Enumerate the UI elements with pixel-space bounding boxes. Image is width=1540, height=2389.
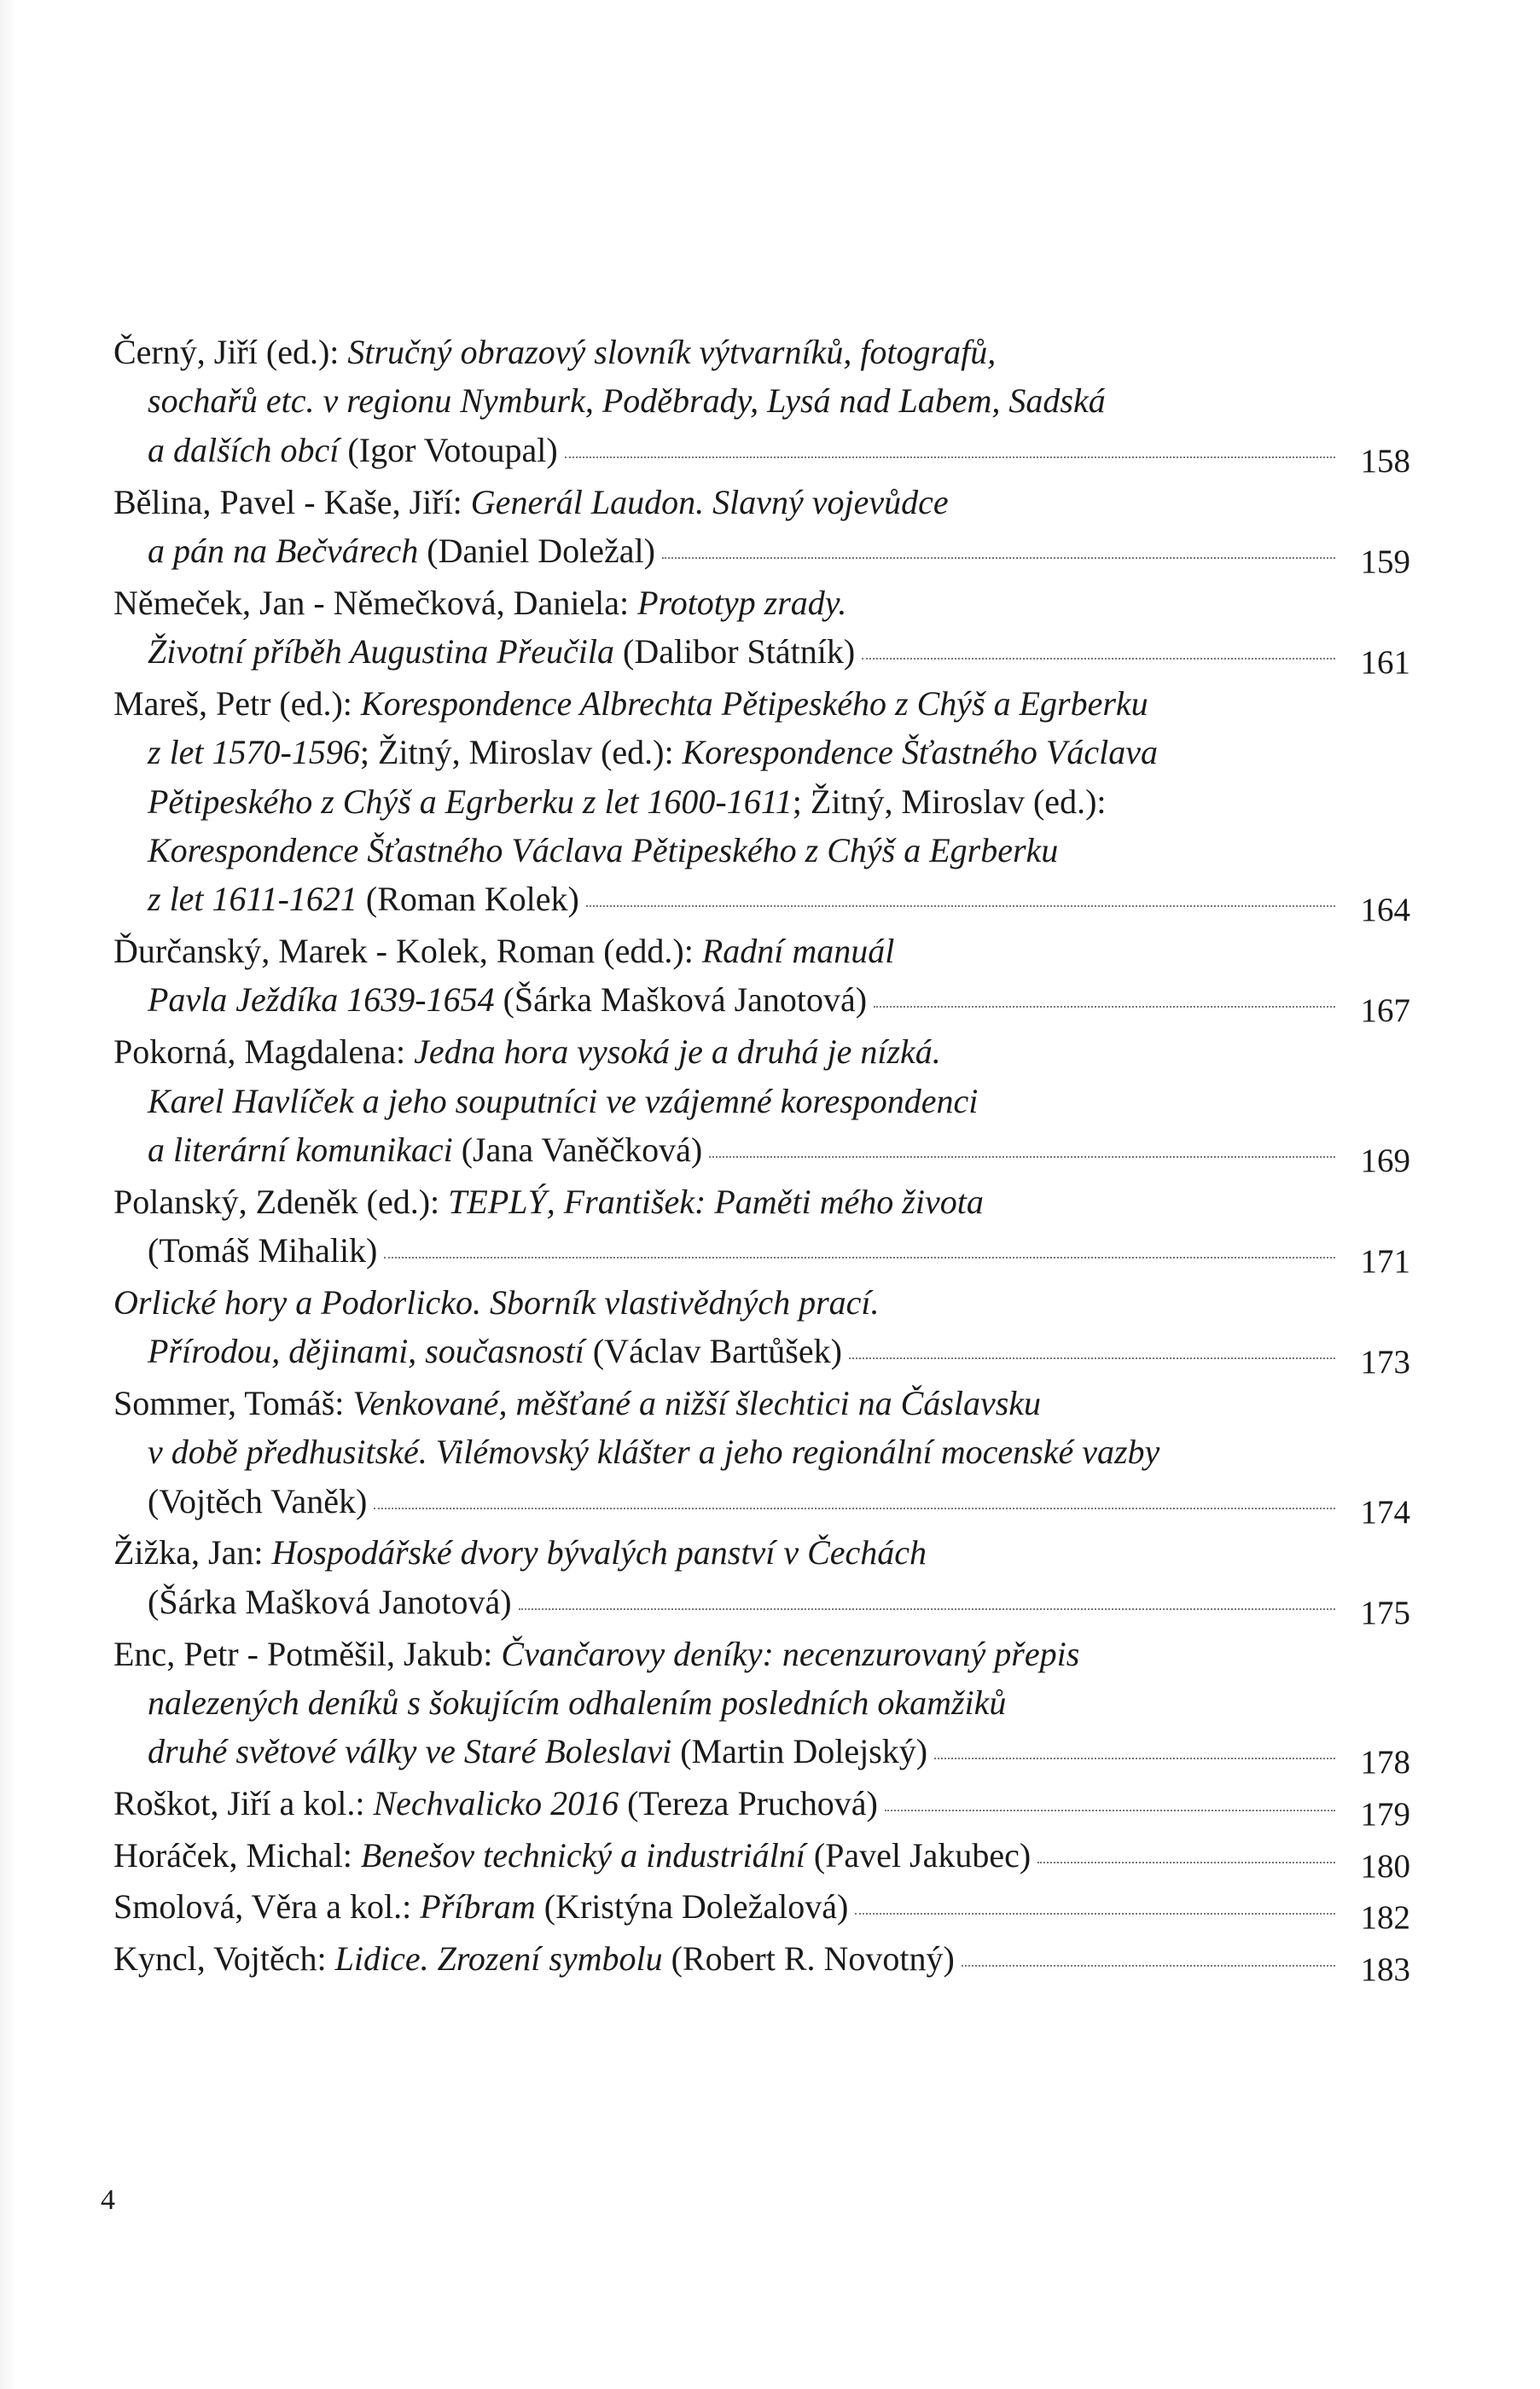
dot-leader: [384, 1257, 1335, 1258]
toc-entry-line: [113, 875, 1410, 929]
dot-leader: [962, 1965, 1335, 1967]
toc-entry: [113, 927, 1410, 1030]
toc-entry-text: nalezených deníků s šokujícím odhalením posledních okamžiků: [148, 1683, 1007, 1722]
page-edge-shadow: [0, 0, 15, 2389]
toc-entry-line: [113, 1727, 1410, 1782]
dot-leader: [874, 1006, 1335, 1008]
toc-page-number: 161: [1360, 644, 1410, 682]
toc-entry-text: (Tomáš Mihalik): [148, 1231, 378, 1270]
toc-entry-text: Pavla Ježdíka 1639-1654 (Šárka Mašková Janotová): [148, 980, 868, 1020]
toc-entry-line: [113, 426, 1410, 480]
dot-leader: [1037, 1862, 1335, 1863]
toc-entry: [113, 478, 1410, 580]
toc-entry-text: Žižka, Jan: Hospodářské dvory bývalých panství v Čechách: [113, 1533, 927, 1572]
toc-entry-text: z let 1611-1621 (Roman Kolek): [148, 880, 579, 919]
toc-entry: [113, 1630, 1410, 1782]
toc-entry-text: Orlické hory a Podorlicko. Sborník vlastivědných prací.: [113, 1282, 880, 1322]
toc-page-number: 169: [1360, 1142, 1410, 1179]
toc-entry: [113, 1882, 1410, 1937]
toc-page-number: 159: [1360, 543, 1410, 580]
toc-entry-text: druhé světové války ve Staré Boleslavi (Martin Dolejský): [148, 1732, 928, 1771]
toc-page-number: 179: [1360, 1796, 1410, 1834]
toc-entry-line: [113, 1125, 1410, 1179]
toc-entry-line: [113, 526, 1410, 580]
toc-page-number: 171: [1360, 1243, 1410, 1281]
toc-entry-line: [113, 627, 1410, 682]
toc-page-number: 167: [1360, 992, 1410, 1030]
toc-entry-text: z let 1570-1596; Žitný, Miroslav (ed.): Korespondence Šťastného Václava: [148, 733, 1158, 772]
toc-entry-line: [113, 1882, 1410, 1937]
toc-entry-text: Pětipeského z Chýš a Egrberku z let 1600-1611; Žitný, Miroslav (ed.):: [148, 782, 1107, 821]
toc-entry-line: [113, 1027, 1410, 1076]
toc-entry: [113, 578, 1410, 682]
toc-entry-line: [113, 1327, 1410, 1381]
toc-entry-line: [113, 1077, 1410, 1125]
toc-entry-text: (Vojtěch Vaněk): [148, 1481, 368, 1520]
toc-entry-text: Enc, Petr - Potměšil, Jakub: Čvančarovy deníky: necenzurovaný přepis: [113, 1634, 1080, 1673]
dot-leader: [662, 557, 1335, 559]
dot-leader: [709, 1156, 1335, 1158]
toc-entry-line: [113, 376, 1410, 425]
toc-page-number: 173: [1360, 1344, 1410, 1381]
toc-entry-line: [113, 777, 1410, 826]
toc-page-number: 164: [1360, 892, 1410, 929]
toc-entry-line: [113, 1427, 1410, 1476]
dot-leader: [855, 1913, 1335, 1915]
toc-entry-text: Mareš, Petr (ed.): Korespondence Albrechta Pětipeského z Chýš a Egrberku: [113, 683, 1148, 723]
toc-entry-text: Horáček, Michal: Benešov technický a industriální (Pavel Jakubec): [113, 1835, 1032, 1875]
toc-entry: [113, 679, 1410, 929]
dot-leader: [849, 1357, 1335, 1359]
toc-entry-line: [113, 478, 1410, 526]
toc-page-number: 183: [1360, 1951, 1410, 1989]
toc-entry-line: [113, 1779, 1410, 1834]
toc-page-number: 178: [1360, 1744, 1410, 1782]
toc-entry-line: [113, 578, 1410, 627]
toc-entry-line: [113, 927, 1410, 975]
toc-entry-text: Ďurčanský, Marek - Kolek, Roman (edd.): Radní manuál: [113, 932, 895, 971]
toc-entry: [113, 1027, 1410, 1179]
toc-entry: [113, 1177, 1410, 1281]
toc-page-number: 182: [1360, 1899, 1410, 1937]
toc-entry: [113, 1779, 1410, 1834]
toc-entry: [113, 1379, 1410, 1531]
toc-entry-text: Němeček, Jan - Němečková, Daniela: Prototyp zrady.: [113, 583, 847, 622]
toc-entry-text: Polanský, Zdeněk (ed.): TEPLÝ, František: Paměti mého života: [113, 1182, 984, 1221]
dot-leader: [565, 456, 1335, 458]
page-number: 4: [101, 2184, 115, 2216]
toc-entry-text: Smolová, Věra a kol.: Příbram (Kristýna Doležalová): [113, 1887, 849, 1927]
toc-entry-text: sochařů etc. v regionu Nymburk, Poděbrady, Lysá nad Labem, Sadská: [148, 381, 1106, 421]
toc-entry-text: v době předhusitské. Vilémovský klášter a jeho regionální mocenské vazby: [148, 1433, 1160, 1472]
toc-entry-line: [113, 1477, 1410, 1531]
toc-entry-line: [113, 826, 1410, 875]
dot-leader: [586, 905, 1335, 907]
toc-entry-text: Bělina, Pavel - Kaše, Jiří: Generál Laudon. Slavný vojevůdce: [113, 482, 949, 521]
dot-leader: [934, 1758, 1335, 1759]
toc-entry-text: Životní příběh Augustina Přeučila (Dalibor Státník): [148, 632, 856, 671]
toc-entry-line: [113, 328, 1410, 376]
toc-entry-line: [113, 1934, 1410, 1989]
toc-entry-text: Kyncl, Vojtěch: Lidice. Zrození symbolu (Robert R. Novotný): [113, 1939, 955, 1979]
toc-entry-text: Černý, Jiří (ed.): Stručný obrazový slovník výtvarníků, fotografů,: [113, 333, 997, 371]
toc-entry-line: [113, 1578, 1410, 1631]
toc-page-number: 158: [1360, 442, 1410, 480]
toc-entry-line: [113, 1630, 1410, 1678]
toc-page-number: 174: [1360, 1493, 1410, 1531]
toc-entry: [113, 1831, 1410, 1885]
toc-entry-line: [113, 1528, 1410, 1577]
toc-page-number: 180: [1360, 1847, 1410, 1885]
toc-entry-text: Sommer, Tomáš: Venkované, měšťané a nižší šlechtici na Čáslavsku: [113, 1383, 1042, 1422]
toc-entry-line: [113, 975, 1410, 1030]
toc-entry-text: Korespondence Šťastného Václava Pětipeského z Chýš a Egrberku: [148, 830, 1059, 869]
toc-entry-text: a literární komunikaci (Jana Vaněčková): [148, 1130, 703, 1169]
toc-entry-line: [113, 1831, 1410, 1885]
dot-leader: [374, 1508, 1335, 1509]
toc-entry: [113, 1528, 1410, 1631]
toc-entry-text: Karel Havlíček a jeho souputníci ve vzájemné korespondenci: [148, 1081, 979, 1120]
toc-entry: [113, 1278, 1410, 1381]
table-of-contents: [113, 328, 1410, 1989]
toc-entry: [113, 328, 1410, 480]
toc-entry-line: [113, 728, 1410, 776]
toc-entry-line: [113, 1177, 1410, 1226]
dot-leader: [862, 658, 1335, 660]
toc-entry-text: a pán na Bečvárech (Daniel Doležal): [148, 531, 655, 570]
toc-entry-line: [113, 679, 1410, 728]
toc-entry-line: [113, 1678, 1410, 1727]
toc-entry-line: [113, 1278, 1410, 1327]
toc-entry-text: (Šárka Mašková Janotová): [148, 1582, 512, 1621]
toc-entry-text: a dalších obcí (Igor Votoupal): [148, 430, 558, 469]
toc-entry-text: Pokorná, Magdalena: Jedna hora vysoká je a druhá je nízká.: [113, 1032, 941, 1072]
toc-entry: [113, 1934, 1410, 1989]
dot-leader: [885, 1810, 1335, 1811]
dot-leader: [519, 1608, 1335, 1610]
toc-page-number: 175: [1360, 1594, 1410, 1631]
toc-entry-text: Roškot, Jiří a kol.: Nechvalicko 2016 (Tereza Pruchová): [113, 1784, 878, 1823]
toc-entry-line: [113, 1379, 1410, 1427]
toc-entry-text: Přírodou, dějinami, současností (Václav Bartůšek): [148, 1332, 842, 1371]
toc-entry-line: [113, 1226, 1410, 1281]
